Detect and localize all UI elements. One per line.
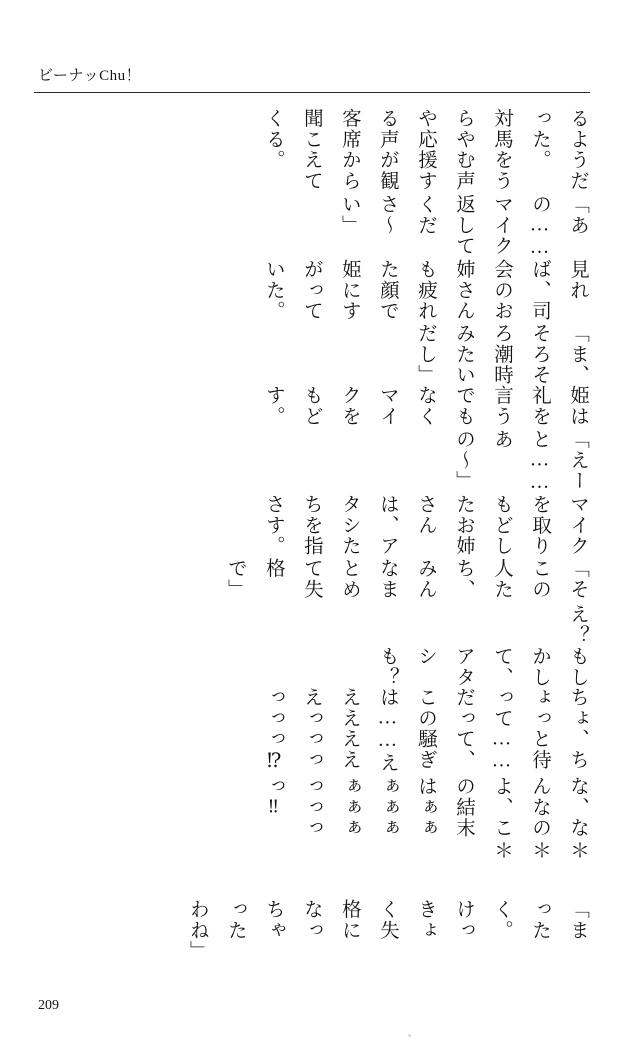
scene-break: ＊ ＊ ＊ [490, 840, 588, 900]
body-line: 「あの……マイク返してくださ〜い」 [338, 193, 588, 259]
header-rule [34, 92, 590, 93]
print-artifact [408, 1034, 411, 1037]
closing-line: 「まったく。 けっきょく失格になっちゃったわね」 [186, 899, 588, 962]
body-line: もしかして、アタシも？ [376, 645, 588, 687]
body-line: るようだった。 対馬をうらやむ声や応援する声が観客席から聞こえてくる。 [262, 108, 588, 191]
running-head: ビーナッChu！ [38, 68, 142, 84]
page-number: 209 [38, 998, 59, 1013]
body-line: ちょ、ちょっと待って……だって、この騒ぎは……ええええええっっっっっっ⁉ [262, 686, 588, 774]
body-line: な、なんなのよ、この結末はぁぁぁぁぁぁぁぁっっっっ‼ [262, 776, 588, 839]
body-line: 見れば、司会のお姉さんも疲れた顔で姫にすがっていた。 [262, 258, 588, 322]
body-line: 「そこの人たち、みんなまとめて失格で」 [224, 557, 588, 600]
body-line: 「ま、そろそろ潮時みたいだし」 [414, 322, 588, 385]
vertical-body-text [178, 108, 596, 962]
body-line: 「えーと……あの〜」 [452, 428, 588, 494]
body-line: え？ [567, 604, 588, 646]
body-line: マイクを取りもどしたお姉さんは、アタシたちを指さす。 [262, 493, 588, 557]
body-line: 姫は礼を言うでもなくマイクをもどす。 [262, 384, 588, 427]
